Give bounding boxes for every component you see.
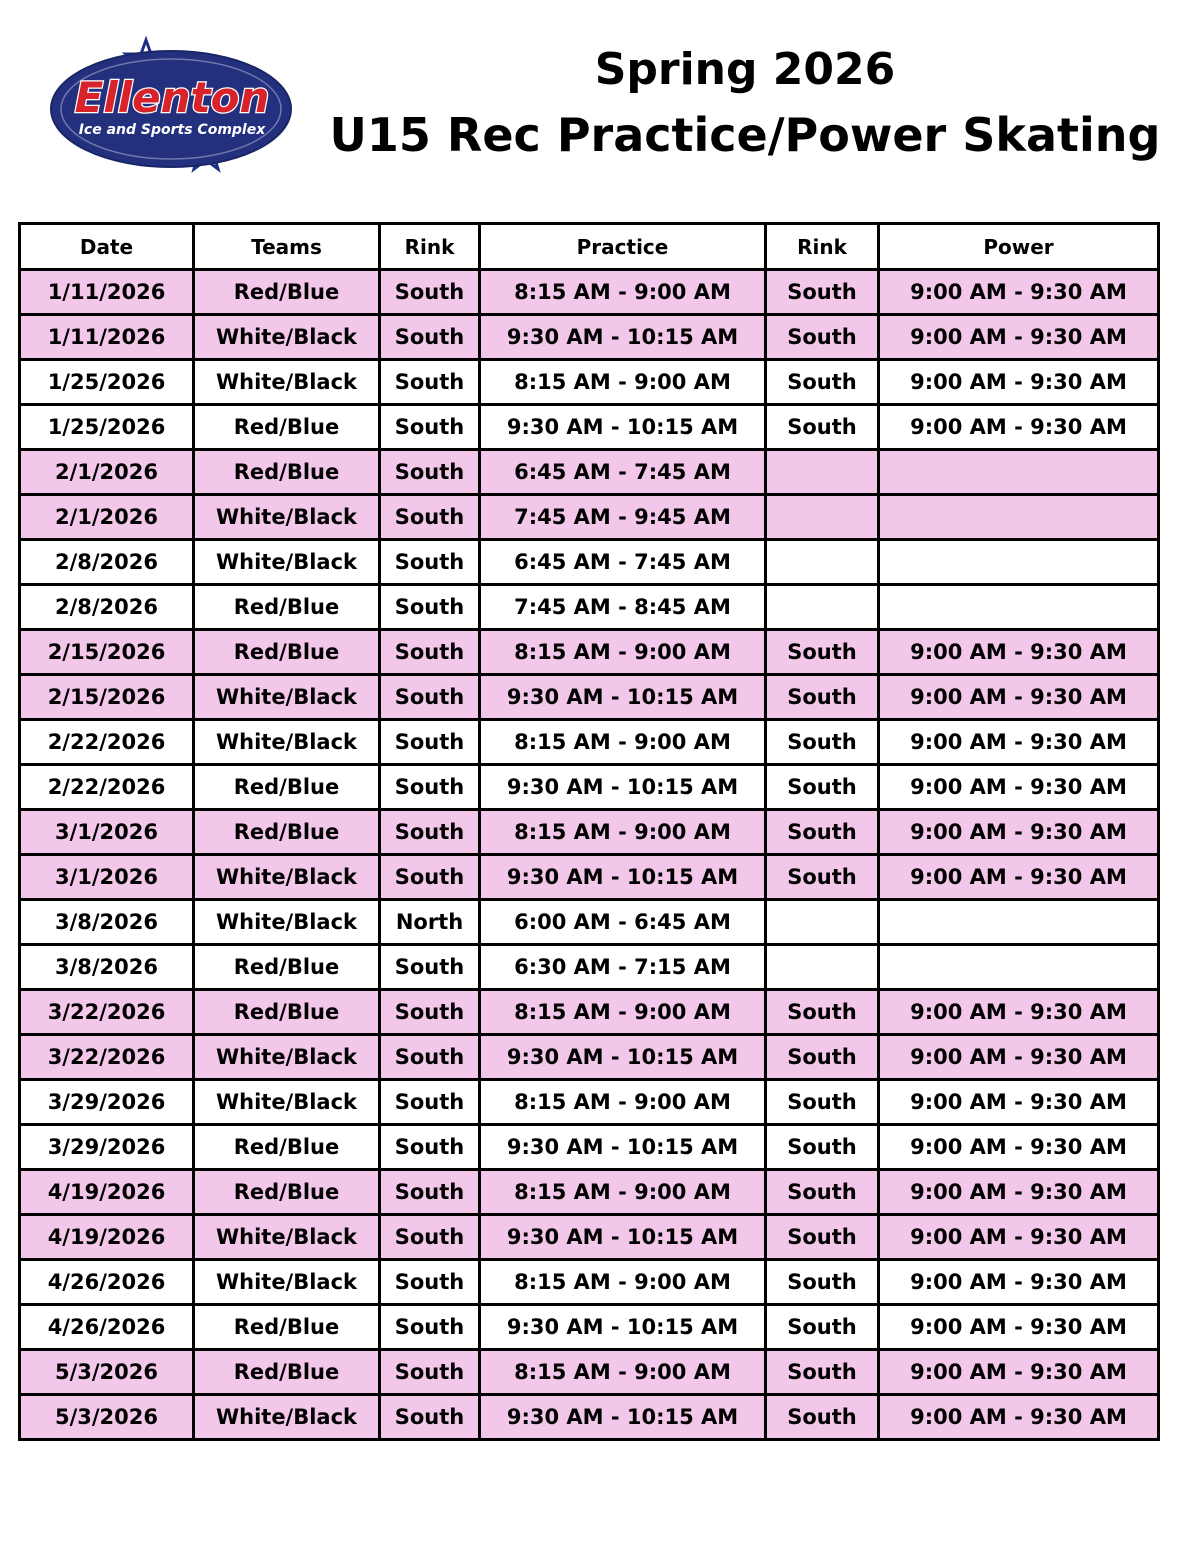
power-time-cell: 9:00 AM - 9:30 AM — [879, 855, 1159, 900]
power-time-cell: 9:00 AM - 9:30 AM — [879, 1125, 1159, 1170]
power-rink-cell — [766, 495, 879, 540]
column-header-power-rink: Rink — [766, 224, 879, 270]
practice-time-cell: 8:15 AM - 9:00 AM — [480, 360, 766, 405]
date-cell: 1/25/2026 — [20, 360, 194, 405]
power-rink-cell: South — [766, 1395, 879, 1440]
date-cell: 5/3/2026 — [20, 1350, 194, 1395]
column-header-practice-rink: Rink — [380, 224, 480, 270]
date-cell: 3/22/2026 — [20, 1035, 194, 1080]
power-rink-cell: South — [766, 675, 879, 720]
power-time-cell: 9:00 AM - 9:30 AM — [879, 405, 1159, 450]
table-row — [20, 720, 1159, 765]
practice-time-cell: 9:30 AM - 10:15 AM — [480, 855, 766, 900]
logo-subtitle: Ice and Sports Complex — [78, 122, 266, 138]
power-time-cell: 9:00 AM - 9:30 AM — [879, 810, 1159, 855]
power-time-cell: 9:00 AM - 9:30 AM — [879, 675, 1159, 720]
practice-time-cell: 6:30 AM - 7:15 AM — [480, 945, 766, 990]
teams-cell: White/Black — [194, 540, 380, 585]
date-cell: 5/3/2026 — [20, 1395, 194, 1440]
practice-rink-cell: South — [380, 765, 480, 810]
ellenton-logo-graphic — [48, 36, 298, 186]
power-rink-cell: South — [766, 1260, 879, 1305]
title-program: U15 Rec Practice/Power Skating — [329, 108, 1161, 162]
practice-rink-cell: South — [380, 1260, 480, 1305]
teams-cell: Red/Blue — [194, 1350, 380, 1395]
power-time-cell: 9:00 AM - 9:30 AM — [879, 1350, 1159, 1395]
practice-time-cell: 6:45 AM - 7:45 AM — [480, 540, 766, 585]
date-cell: 4/26/2026 — [20, 1305, 194, 1350]
practice-rink-cell: South — [380, 1035, 480, 1080]
power-rink-cell: South — [766, 1305, 879, 1350]
column-header-power-time: Power — [879, 224, 1159, 270]
power-time-cell: 9:00 AM - 9:30 AM — [879, 990, 1159, 1035]
practice-rink-cell: South — [380, 1125, 480, 1170]
date-cell: 2/1/2026 — [20, 495, 194, 540]
power-time-cell: 9:00 AM - 9:30 AM — [879, 270, 1159, 315]
practice-time-cell: 9:30 AM - 10:15 AM — [480, 765, 766, 810]
date-cell: 2/22/2026 — [20, 720, 194, 765]
power-time-cell: 9:00 AM - 9:30 AM — [879, 1260, 1159, 1305]
practice-rink-cell: South — [380, 495, 480, 540]
practice-rink-cell: South — [380, 1080, 480, 1125]
page-title — [320, 44, 1170, 162]
practice-time-cell: 9:30 AM - 10:15 AM — [480, 315, 766, 360]
practice-time-cell: 9:30 AM - 10:15 AM — [480, 675, 766, 720]
power-rink-cell — [766, 540, 879, 585]
power-rink-cell: South — [766, 1125, 879, 1170]
practice-time-cell: 8:15 AM - 9:00 AM — [480, 990, 766, 1035]
teams-cell: Red/Blue — [194, 945, 380, 990]
table-row — [20, 630, 1159, 675]
teams-cell: White/Black — [194, 1035, 380, 1080]
table-row — [20, 1395, 1159, 1440]
power-rink-cell: South — [766, 1350, 879, 1395]
power-time-cell: 9:00 AM - 9:30 AM — [879, 315, 1159, 360]
date-cell: 3/8/2026 — [20, 900, 194, 945]
teams-cell: Red/Blue — [194, 450, 380, 495]
table-header-row — [20, 224, 1159, 270]
practice-time-cell: 9:30 AM - 10:15 AM — [480, 1395, 766, 1440]
practice-time-cell: 8:15 AM - 9:00 AM — [480, 1260, 766, 1305]
column-header-date: Date — [20, 224, 194, 270]
date-cell: 2/22/2026 — [20, 765, 194, 810]
practice-time-cell: 8:15 AM - 9:00 AM — [480, 630, 766, 675]
power-rink-cell — [766, 945, 879, 990]
title-season: Spring 2026 — [594, 44, 896, 95]
date-cell: 1/11/2026 — [20, 315, 194, 360]
teams-cell: Red/Blue — [194, 270, 380, 315]
power-time-cell — [879, 540, 1159, 585]
power-rink-cell: South — [766, 765, 879, 810]
teams-cell: White/Black — [194, 315, 380, 360]
power-time-cell: 9:00 AM - 9:30 AM — [879, 1170, 1159, 1215]
table-row — [20, 315, 1159, 360]
table-row — [20, 900, 1159, 945]
power-rink-cell: South — [766, 990, 879, 1035]
table-row — [20, 810, 1159, 855]
table-row — [20, 540, 1159, 585]
power-rink-cell: South — [766, 1170, 879, 1215]
power-time-cell: 9:00 AM - 9:30 AM — [879, 1215, 1159, 1260]
date-cell: 4/19/2026 — [20, 1215, 194, 1260]
power-rink-cell: South — [766, 810, 879, 855]
table-row — [20, 1305, 1159, 1350]
power-time-cell: 9:00 AM - 9:30 AM — [879, 630, 1159, 675]
table-row — [20, 360, 1159, 405]
table-row — [20, 1215, 1159, 1260]
practice-rink-cell: South — [380, 1215, 480, 1260]
table-row — [20, 405, 1159, 450]
practice-time-cell: 9:30 AM - 10:15 AM — [480, 405, 766, 450]
power-time-cell: 9:00 AM - 9:30 AM — [879, 765, 1159, 810]
date-cell: 3/29/2026 — [20, 1080, 194, 1125]
date-cell: 2/8/2026 — [20, 585, 194, 630]
date-cell: 3/22/2026 — [20, 990, 194, 1035]
practice-time-cell: 8:15 AM - 9:00 AM — [480, 270, 766, 315]
practice-time-cell: 9:30 AM - 10:15 AM — [480, 1125, 766, 1170]
table-row — [20, 855, 1159, 900]
power-time-cell: 9:00 AM - 9:30 AM — [879, 360, 1159, 405]
practice-time-cell: 8:15 AM - 9:00 AM — [480, 1170, 766, 1215]
table-row — [20, 990, 1159, 1035]
power-rink-cell — [766, 900, 879, 945]
power-rink-cell: South — [766, 1080, 879, 1125]
column-header-teams: Teams — [194, 224, 380, 270]
practice-rink-cell: South — [380, 585, 480, 630]
practice-rink-cell: South — [380, 675, 480, 720]
date-cell: 2/8/2026 — [20, 540, 194, 585]
practice-rink-cell: South — [380, 315, 480, 360]
logo-name: Ellenton — [74, 73, 270, 122]
practice-rink-cell: South — [380, 540, 480, 585]
power-time-cell — [879, 900, 1159, 945]
practice-time-cell: 7:45 AM - 9:45 AM — [480, 495, 766, 540]
practice-rink-cell: North — [380, 900, 480, 945]
practice-rink-cell: South — [380, 360, 480, 405]
table-row — [20, 450, 1159, 495]
table-row — [20, 1080, 1159, 1125]
teams-cell: White/Black — [194, 495, 380, 540]
teams-cell: Red/Blue — [194, 810, 380, 855]
teams-cell: White/Black — [194, 675, 380, 720]
teams-cell: Red/Blue — [194, 1125, 380, 1170]
table-row — [20, 1350, 1159, 1395]
teams-cell: White/Black — [194, 900, 380, 945]
teams-cell: White/Black — [194, 1215, 380, 1260]
practice-rink-cell: South — [380, 855, 480, 900]
practice-rink-cell: South — [380, 630, 480, 675]
power-rink-cell: South — [766, 1035, 879, 1080]
table-row — [20, 765, 1159, 810]
power-rink-cell: South — [766, 315, 879, 360]
teams-cell: White/Black — [194, 1080, 380, 1125]
practice-time-cell: 8:15 AM - 9:00 AM — [480, 1350, 766, 1395]
date-cell: 2/15/2026 — [20, 675, 194, 720]
practice-time-cell: 7:45 AM - 8:45 AM — [480, 585, 766, 630]
teams-cell: White/Black — [194, 1395, 380, 1440]
practice-time-cell: 8:15 AM - 9:00 AM — [480, 810, 766, 855]
practice-rink-cell: South — [380, 405, 480, 450]
teams-cell: Red/Blue — [194, 1170, 380, 1215]
table-row — [20, 585, 1159, 630]
date-cell: 1/25/2026 — [20, 405, 194, 450]
power-rink-cell: South — [766, 270, 879, 315]
practice-time-cell: 6:45 AM - 7:45 AM — [480, 450, 766, 495]
practice-time-cell: 8:15 AM - 9:00 AM — [480, 1080, 766, 1125]
power-rink-cell — [766, 585, 879, 630]
date-cell: 2/1/2026 — [20, 450, 194, 495]
date-cell: 3/1/2026 — [20, 855, 194, 900]
date-cell: 1/11/2026 — [20, 270, 194, 315]
practice-rink-cell: South — [380, 1305, 480, 1350]
date-cell: 4/19/2026 — [20, 1170, 194, 1215]
teams-cell: White/Black — [194, 855, 380, 900]
column-header-practice-time: Practice — [480, 224, 766, 270]
teams-cell: Red/Blue — [194, 765, 380, 810]
power-rink-cell — [766, 450, 879, 495]
power-rink-cell: South — [766, 630, 879, 675]
practice-rink-cell: South — [380, 945, 480, 990]
practice-time-cell: 9:30 AM - 10:15 AM — [480, 1215, 766, 1260]
practice-time-cell: 9:30 AM - 10:15 AM — [480, 1305, 766, 1350]
power-time-cell — [879, 945, 1159, 990]
table-row — [20, 1170, 1159, 1215]
date-cell: 3/29/2026 — [20, 1125, 194, 1170]
practice-rink-cell: South — [380, 1395, 480, 1440]
power-time-cell — [879, 450, 1159, 495]
table-row — [20, 495, 1159, 540]
table-row — [20, 675, 1159, 720]
date-cell: 2/15/2026 — [20, 630, 194, 675]
power-time-cell: 9:00 AM - 9:30 AM — [879, 1305, 1159, 1350]
table-row — [20, 945, 1159, 990]
teams-cell: Red/Blue — [194, 1305, 380, 1350]
table-body — [20, 270, 1159, 1440]
date-cell: 4/26/2026 — [20, 1260, 194, 1305]
power-time-cell — [879, 495, 1159, 540]
practice-time-cell: 9:30 AM - 10:15 AM — [480, 1035, 766, 1080]
power-rink-cell: South — [766, 360, 879, 405]
power-time-cell: 9:00 AM - 9:30 AM — [879, 1080, 1159, 1125]
table-row — [20, 270, 1159, 315]
power-rink-cell: South — [766, 405, 879, 450]
teams-cell: Red/Blue — [194, 990, 380, 1035]
practice-time-cell: 8:15 AM - 9:00 AM — [480, 720, 766, 765]
logo — [48, 36, 298, 186]
practice-rink-cell: South — [380, 990, 480, 1035]
power-rink-cell: South — [766, 1215, 879, 1260]
power-time-cell — [879, 585, 1159, 630]
practice-time-cell: 6:00 AM - 6:45 AM — [480, 900, 766, 945]
table-row — [20, 1035, 1159, 1080]
date-cell: 3/1/2026 — [20, 810, 194, 855]
schedule-table — [18, 222, 1160, 1441]
practice-rink-cell: South — [380, 1170, 480, 1215]
teams-cell: White/Black — [194, 360, 380, 405]
table-row — [20, 1260, 1159, 1305]
practice-rink-cell: South — [380, 810, 480, 855]
power-time-cell: 9:00 AM - 9:30 AM — [879, 720, 1159, 765]
teams-cell: White/Black — [194, 720, 380, 765]
practice-rink-cell: South — [380, 720, 480, 765]
table-row — [20, 1125, 1159, 1170]
practice-rink-cell: South — [380, 1350, 480, 1395]
power-time-cell: 9:00 AM - 9:30 AM — [879, 1035, 1159, 1080]
power-time-cell: 9:00 AM - 9:30 AM — [879, 1395, 1159, 1440]
teams-cell: White/Black — [194, 1260, 380, 1305]
teams-cell: Red/Blue — [194, 585, 380, 630]
teams-cell: Red/Blue — [194, 630, 380, 675]
practice-rink-cell: South — [380, 450, 480, 495]
power-rink-cell: South — [766, 855, 879, 900]
date-cell: 3/8/2026 — [20, 945, 194, 990]
practice-rink-cell: South — [380, 270, 480, 315]
teams-cell: Red/Blue — [194, 405, 380, 450]
power-rink-cell: South — [766, 720, 879, 765]
